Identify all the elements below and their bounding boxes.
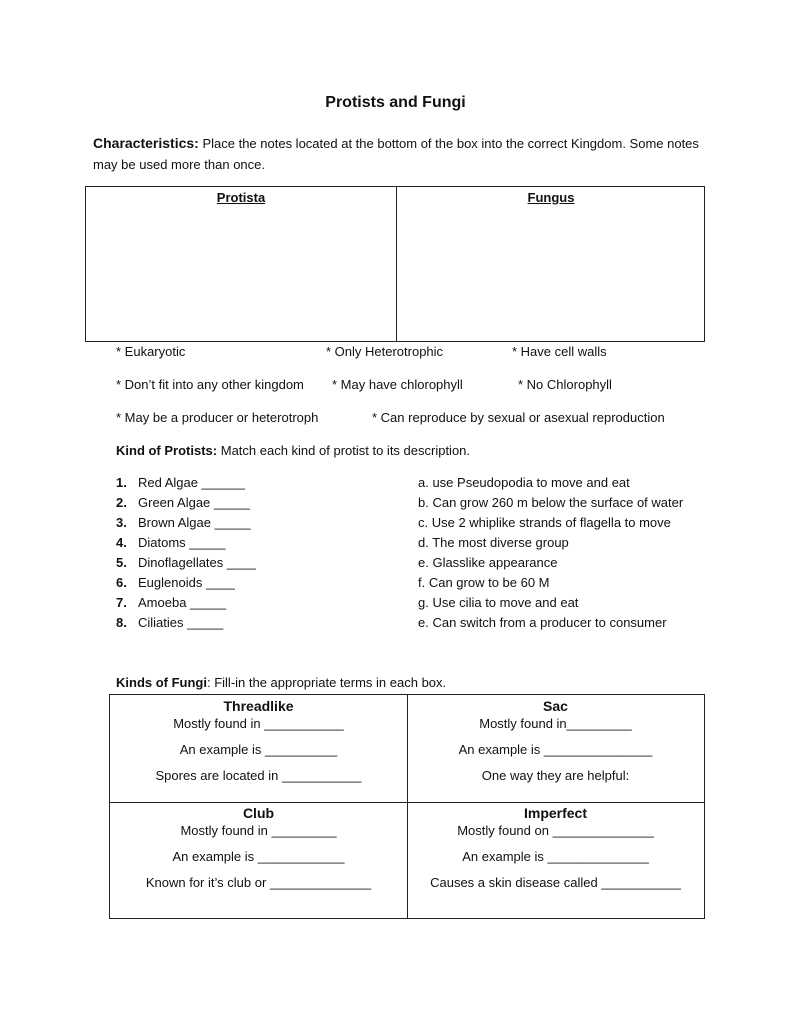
fungi-label: Kinds of Fungi — [116, 675, 207, 690]
note-other-kingdom: * Don’t fit into any other kingdom — [116, 377, 304, 392]
cell-line: An example is __________ — [179, 742, 338, 757]
characteristics-text: Place the notes located at the bottom of the box into the correct Kingdom. Some notes may be used more than once. — [93, 136, 699, 172]
cell-line: An example is ______________ — [462, 849, 649, 864]
cell-line: Mostly found in_________ — [479, 716, 632, 731]
item-number: 8. — [116, 615, 127, 630]
item-number: 4. — [116, 535, 127, 550]
item-number: 3. — [116, 515, 127, 530]
protist-description: a. use Pseudopodia to move and eat — [418, 475, 630, 490]
characteristics-label: Characteristics: — [93, 135, 199, 151]
cell-line: Mostly found in _________ — [180, 823, 337, 838]
protist-item — [116, 515, 251, 530]
fungi-cell-threadlike — [110, 697, 407, 785]
protist-description: c. Use 2 whiplike strands of flagella to move — [418, 515, 671, 530]
fungus-header: Fungus — [527, 190, 575, 205]
cell-title: Threadlike — [223, 698, 294, 714]
fungi-table — [109, 694, 705, 919]
note-producer-or-heterotroph: * May be a producer or heterotroph — [116, 410, 319, 425]
cell-title: Club — [242, 805, 275, 821]
item-number: 7. — [116, 595, 127, 610]
protist-item — [116, 595, 226, 610]
protists-label: Kind of Protists: — [116, 443, 218, 458]
cell-line: One way they are helpful: — [481, 768, 630, 783]
cell-title: Imperfect — [523, 805, 588, 821]
item-text: Euglenoids ____ — [138, 575, 235, 590]
protist-description: d. The most diverse group — [418, 535, 569, 550]
item-text: Amoeba _____ — [138, 595, 227, 610]
kingdom-table — [85, 186, 705, 342]
protist-description: b. Can grow 260 m below the surface of water — [418, 495, 684, 510]
cell-line: Mostly found in ___________ — [173, 716, 344, 731]
item-number: 1. — [116, 475, 127, 490]
protist-item — [116, 535, 225, 550]
note-only-heterotrophic: * Only Heterotrophic — [326, 344, 444, 359]
protist-item — [116, 555, 256, 570]
note-reproduction: * Can reproduce by sexual or asexual reproduction — [372, 410, 665, 425]
item-number: 5. — [116, 555, 127, 570]
page-title: Protists and Fungi — [325, 94, 466, 111]
item-number: 6. — [116, 575, 127, 590]
item-text: Green Algae _____ — [138, 495, 251, 510]
item-text: Brown Algae _____ — [138, 515, 251, 530]
cell-title: Sac — [543, 698, 568, 714]
protists-instruction-text: Match each kind of protist to its description. — [220, 443, 471, 458]
cell-line: An example is ____________ — [172, 849, 345, 864]
protist-item — [116, 495, 250, 510]
cell-line: Mostly found on ______________ — [457, 823, 654, 838]
fungi-instructions — [116, 675, 446, 690]
protists-instructions — [116, 443, 470, 458]
kingdom-table-divider — [396, 187, 397, 341]
item-number: 2. — [116, 495, 127, 510]
protist-item — [116, 575, 235, 590]
fungi-instruction-text: : Fill-in the appropriate terms in each box. — [206, 675, 447, 690]
fungi-cell-imperfect — [407, 804, 704, 892]
fungi-table-horizontal-divider — [110, 802, 704, 803]
cell-line: Spores are located in ___________ — [155, 768, 362, 783]
protist-item — [116, 475, 245, 490]
item-text: Red Algae ______ — [138, 475, 245, 490]
note-may-have-chlorophyll: * May have chlorophyll — [332, 377, 463, 392]
protist-description: f. Can grow to be 60 M — [418, 575, 550, 590]
item-text: Diatoms _____ — [138, 535, 226, 550]
fungi-cell-club — [110, 804, 407, 892]
characteristics-instructions — [93, 133, 713, 175]
item-text: Dinoflagellates ____ — [138, 555, 256, 570]
note-eukaryotic: * Eukaryotic — [116, 344, 186, 359]
protist-description: g. Use cilia to move and eat — [418, 595, 579, 610]
note-no-chlorophyll: * No Chlorophyll — [518, 377, 612, 392]
protist-description: e. Glasslike appearance — [418, 555, 558, 570]
protist-description: e. Can switch from a producer to consumer — [418, 615, 667, 630]
protist-item — [116, 615, 223, 630]
item-text: Ciliaties _____ — [138, 615, 224, 630]
fungi-cell-sac — [407, 697, 704, 785]
cell-line: Causes a skin disease called ___________ — [430, 875, 681, 890]
protista-header: Protista — [216, 190, 266, 205]
note-cell-walls: * Have cell walls — [512, 344, 607, 359]
cell-line: An example is _______________ — [458, 742, 653, 757]
cell-line: Known for it’s club or ______________ — [145, 875, 372, 890]
